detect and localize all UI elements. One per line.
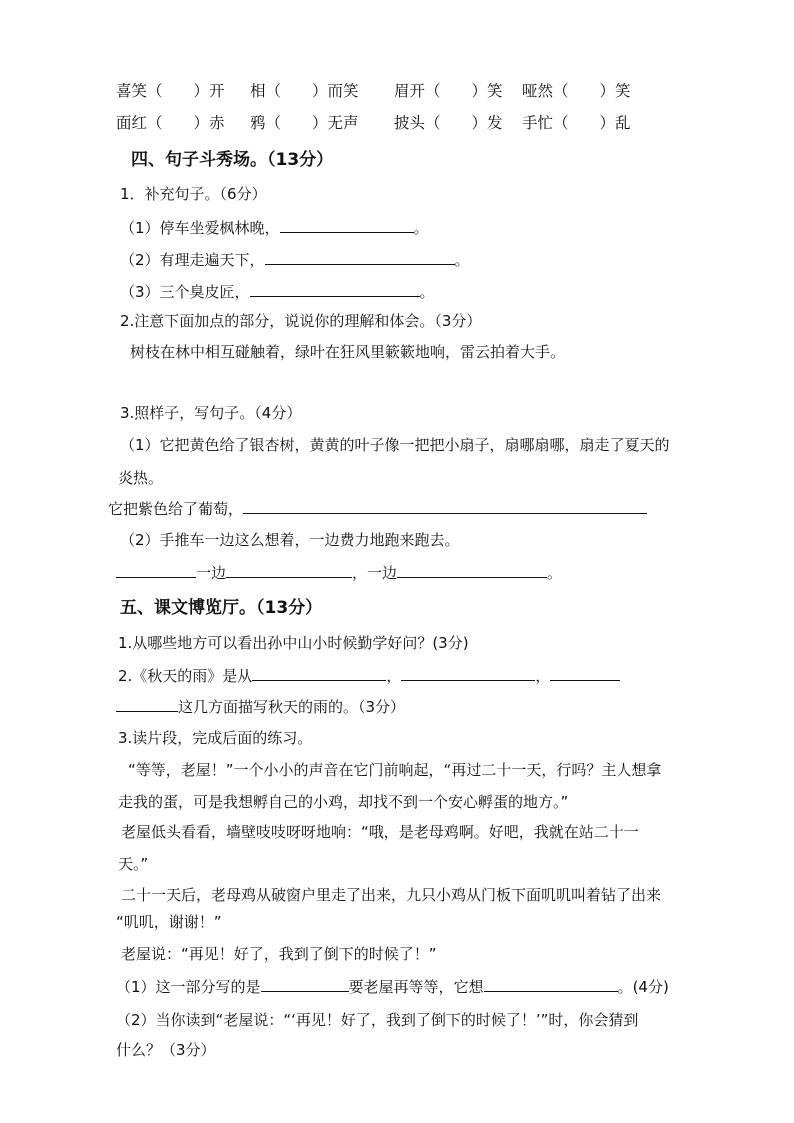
answer-blank[interactable] [265, 249, 455, 265]
question-1-1 [120, 217, 429, 238]
answer-blank[interactable] [250, 281, 420, 297]
question-3-1-line1: （1）它把黄色给了银杏树，黄黄的叶子像一把把小扇子，扇哪扇哪，扇走了夏天的 [120, 436, 670, 454]
question-3-1-answer [108, 498, 647, 519]
period: 。 [547, 564, 563, 582]
idiom-blank-item: 哑然（ ）笑 [522, 82, 631, 100]
question-2: 2.注意下面加点的部分，说说你的理解和体会。（3分） [120, 312, 482, 330]
idiom-row-2 [0, 113, 794, 133]
passage-line: 天。” [118, 855, 149, 873]
question-text: （1）停车坐爱枫林晚， [120, 219, 280, 237]
answer-blank[interactable] [397, 562, 547, 578]
answer-blank[interactable] [116, 562, 196, 578]
idiom-blank-item: 喜笑（ ）开 [116, 82, 225, 100]
answer-blank[interactable] [116, 696, 178, 712]
comma: ， [535, 667, 551, 685]
question-text: 一边 [196, 564, 227, 582]
section-heading-5: 五、课文博览厅。（13分） [120, 598, 323, 618]
period: 。 [419, 283, 435, 301]
idiom-blank-item: 披头（ ）发 [394, 114, 503, 132]
answer-blank[interactable] [252, 665, 386, 681]
question-text: 2.《秋天的雨》是从 [118, 667, 253, 685]
comma: ， [386, 667, 402, 685]
question-text: 这几方面描写秋天的雨的。（3分） [178, 698, 406, 716]
question-text: （3）三个臭皮匠， [120, 283, 250, 301]
idiom-blank-item: 相（ ）而笑 [250, 82, 359, 100]
passage-line: “等等，老屋！”一个小小的声音在它门前响起，“再过二十一天，行吗？主人想拿 [128, 761, 662, 779]
section-heading-4: 四、句子斗秀场。（13分） [131, 150, 334, 170]
question-text: 要老屋再等等，它想 [348, 978, 484, 996]
question-5-3-1 [116, 976, 669, 997]
passage-line: “叽叽，谢谢！” [116, 913, 222, 931]
answer-blank[interactable] [484, 976, 618, 992]
question-2-text: 树枝在林中相互碰触着，绿叶在狂风里簌簌地响，雷云拍着大手。 [130, 343, 566, 361]
question-text: 它把紫色给了葡萄， [108, 500, 244, 518]
question-5-1: 1.从哪些地方可以看出孙中山小时候勤学好问？(3分) [118, 634, 469, 652]
period: 。 [454, 251, 470, 269]
idiom-blank-item: 眉开（ ）笑 [394, 82, 503, 100]
idiom-blank-item: 鸦（ ）无声 [250, 114, 359, 132]
question-3-2: （2）手推车一边这么想着，一边费力地跑来跑去。 [120, 531, 460, 549]
question-5-2-cont [116, 696, 405, 717]
question-5-3-2-line2: 什么？（3分） [116, 1041, 216, 1059]
question-text: （2）有理走遍天下， [120, 251, 265, 269]
passage-line: 二十一天后，老母鸡从破窗户里走了出来，九只小鸡从门板下面叽叽叫着钻了出来 [121, 886, 662, 904]
answer-blank[interactable] [401, 665, 535, 681]
question-3-2-answer [116, 562, 562, 583]
passage-line: 老屋低头看看，墙壁吱吱呀呀地响：“哦，是老母鸡啊。好吧，我就在站二十一 [121, 823, 639, 841]
question-1-3 [120, 281, 435, 302]
question-1: 1．补充句子。（6分） [120, 185, 267, 203]
question-text: （1）这一部分写的是 [116, 978, 261, 996]
passage-line: 走我的蛋，可是我想孵自己的小鸡，却找不到一个安心孵蛋的地方。” [118, 793, 569, 811]
answer-blank[interactable] [226, 562, 352, 578]
idiom-blank-item: 手忙（ ）乱 [522, 114, 631, 132]
answer-blank[interactable] [550, 665, 620, 681]
question-text: 。(4分) [617, 978, 669, 996]
answer-blank[interactable] [280, 217, 414, 233]
passage-line: 老屋说：“再见！好了，我到了倒下的时候了！” [121, 945, 437, 963]
question-3-1-line2: 炎热。 [118, 469, 164, 487]
idiom-row-1 [0, 81, 794, 101]
question-5-3-2-line1: （2）当你读到“老屋说：“‘再见！好了，我到了倒下的时候了！’”时，你会猜到 [116, 1011, 639, 1029]
period: 。 [413, 219, 429, 237]
question-5-3: 3.读片段，完成后面的练习。 [118, 729, 313, 747]
question-5-2 [118, 665, 620, 686]
idiom-blank-item: 面红（ ）赤 [116, 114, 225, 132]
answer-blank[interactable] [243, 498, 647, 514]
question-3: 3.照样子，写句子。（4分） [120, 404, 302, 422]
answer-blank[interactable] [261, 976, 349, 992]
question-text: ，一边 [352, 564, 398, 582]
question-1-2 [120, 249, 470, 270]
